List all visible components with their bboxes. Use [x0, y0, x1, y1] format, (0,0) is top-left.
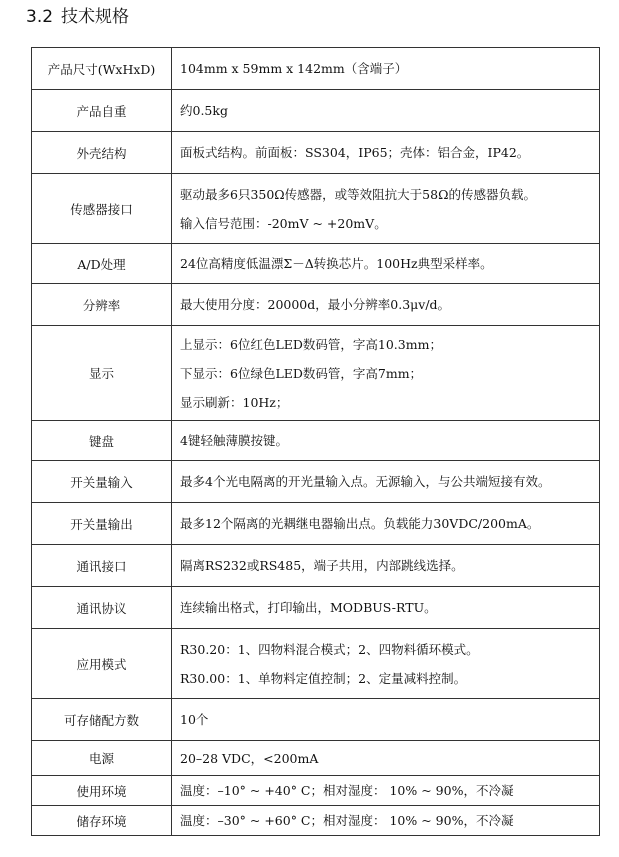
table-row — [32, 48, 600, 90]
row-label: 分辨率 — [32, 284, 172, 326]
table-row — [32, 284, 600, 326]
row-label: A/D处理 — [32, 244, 172, 284]
row-value — [172, 132, 600, 174]
spec-table — [31, 47, 600, 836]
section-title: 技术规格 — [61, 7, 130, 27]
row-value — [172, 503, 600, 545]
row-label: 开关量输出 — [32, 503, 172, 545]
table-row — [32, 174, 600, 244]
row-label: 传感器接口 — [32, 174, 172, 244]
table-row — [32, 587, 600, 629]
row-value — [172, 461, 600, 503]
row-value — [172, 545, 600, 587]
table-row — [32, 629, 600, 699]
value-line: 10个 — [180, 712, 209, 727]
row-label: 通讯协议 — [32, 587, 172, 629]
value-line: 24位高精度低温漂Σ－Δ转换芯片。100Hz典型采样率。 — [180, 256, 493, 271]
row-value — [172, 326, 600, 421]
value-line: 面板式结构。前面板：SS304，IP65；壳体：铝合金，IP42。 — [180, 145, 530, 160]
row-label: 外壳结构 — [32, 132, 172, 174]
table-row — [32, 806, 600, 836]
row-label: 产品自重 — [32, 90, 172, 132]
table-row — [32, 132, 600, 174]
row-label: 可存储配方数 — [32, 699, 172, 741]
row-label: 电源 — [32, 741, 172, 776]
value-line: R30.20：1、四物料混合模式；2、四物料循环模式。 — [180, 641, 479, 657]
value-line: 20–28 VDC，<200mA — [180, 750, 319, 766]
value-line: 温度：–30° ~ +60° C；相对湿度： 10% ~ 90%，不冷凝 — [180, 813, 514, 828]
table-row — [32, 503, 600, 545]
row-value — [172, 284, 600, 326]
table-row — [32, 326, 600, 421]
table-row — [32, 461, 600, 503]
row-value — [172, 806, 600, 836]
value-line: 隔离RS232或RS485，端子共用，内部跳线选择。 — [180, 558, 464, 573]
section-number: 3.2 — [26, 7, 54, 27]
table-row — [32, 699, 600, 741]
row-value — [172, 174, 600, 244]
table-row — [32, 776, 600, 806]
table-row — [32, 90, 600, 132]
value-line: 104mm x 59mm x 142mm（含端子） — [180, 61, 408, 76]
value-line: R30.00：1、单物料定值控制；2、定量减料控制。 — [180, 670, 467, 686]
row-label: 产品尺寸(WxHxD) — [32, 48, 172, 90]
row-value — [172, 776, 600, 806]
row-value — [172, 90, 600, 132]
row-label: 通讯接口 — [32, 545, 172, 587]
row-value — [172, 699, 600, 741]
row-label: 应用模式 — [32, 629, 172, 699]
table-row — [32, 244, 600, 284]
value-line: 显示刷新：10Hz； — [180, 394, 289, 410]
row-value — [172, 421, 600, 461]
table-row — [32, 545, 600, 587]
section-heading — [26, 6, 129, 28]
table-row — [32, 421, 600, 461]
value-line: 下显示：6位绿色LED数码管，字高7mm； — [180, 365, 423, 381]
value-line: 最多12个隔离的光耦继电器输出点。负载能力30VDC/200mA。 — [180, 516, 540, 531]
value-line: 输入信号范围：-20mV ~ +20mV。 — [180, 215, 387, 231]
value-line: 温度：–10° ~ +40° C；相对湿度： 10% ~ 90%，不冷凝 — [180, 783, 514, 798]
value-line: 上显示：6位红色LED数码管，字高10.3mm； — [180, 336, 442, 352]
row-label: 使用环境 — [32, 776, 172, 806]
value-line: 驱动最多6只350Ω传感器，或等效阻抗大于58Ω的传感器负载。 — [180, 186, 536, 202]
row-value — [172, 741, 600, 776]
row-label: 开关量输入 — [32, 461, 172, 503]
row-value — [172, 244, 600, 284]
value-line: 约0.5kg — [180, 103, 228, 118]
row-value — [172, 587, 600, 629]
row-label: 显示 — [32, 326, 172, 421]
value-line: 连续输出格式，打印输出，MODBUS-RTU。 — [180, 600, 437, 615]
row-value — [172, 629, 600, 699]
value-line: 最多4个光电隔离的开光量输入点。无源输入，与公共端短接有效。 — [180, 474, 551, 489]
table-row — [32, 741, 600, 776]
row-label: 键盘 — [32, 421, 172, 461]
value-line: 最大使用分度：20000d，最小分辨率0.3μv/d。 — [180, 297, 451, 312]
value-line: 4键轻触薄膜按键。 — [180, 433, 288, 448]
row-label: 储存环境 — [32, 806, 172, 836]
row-value — [172, 48, 600, 90]
